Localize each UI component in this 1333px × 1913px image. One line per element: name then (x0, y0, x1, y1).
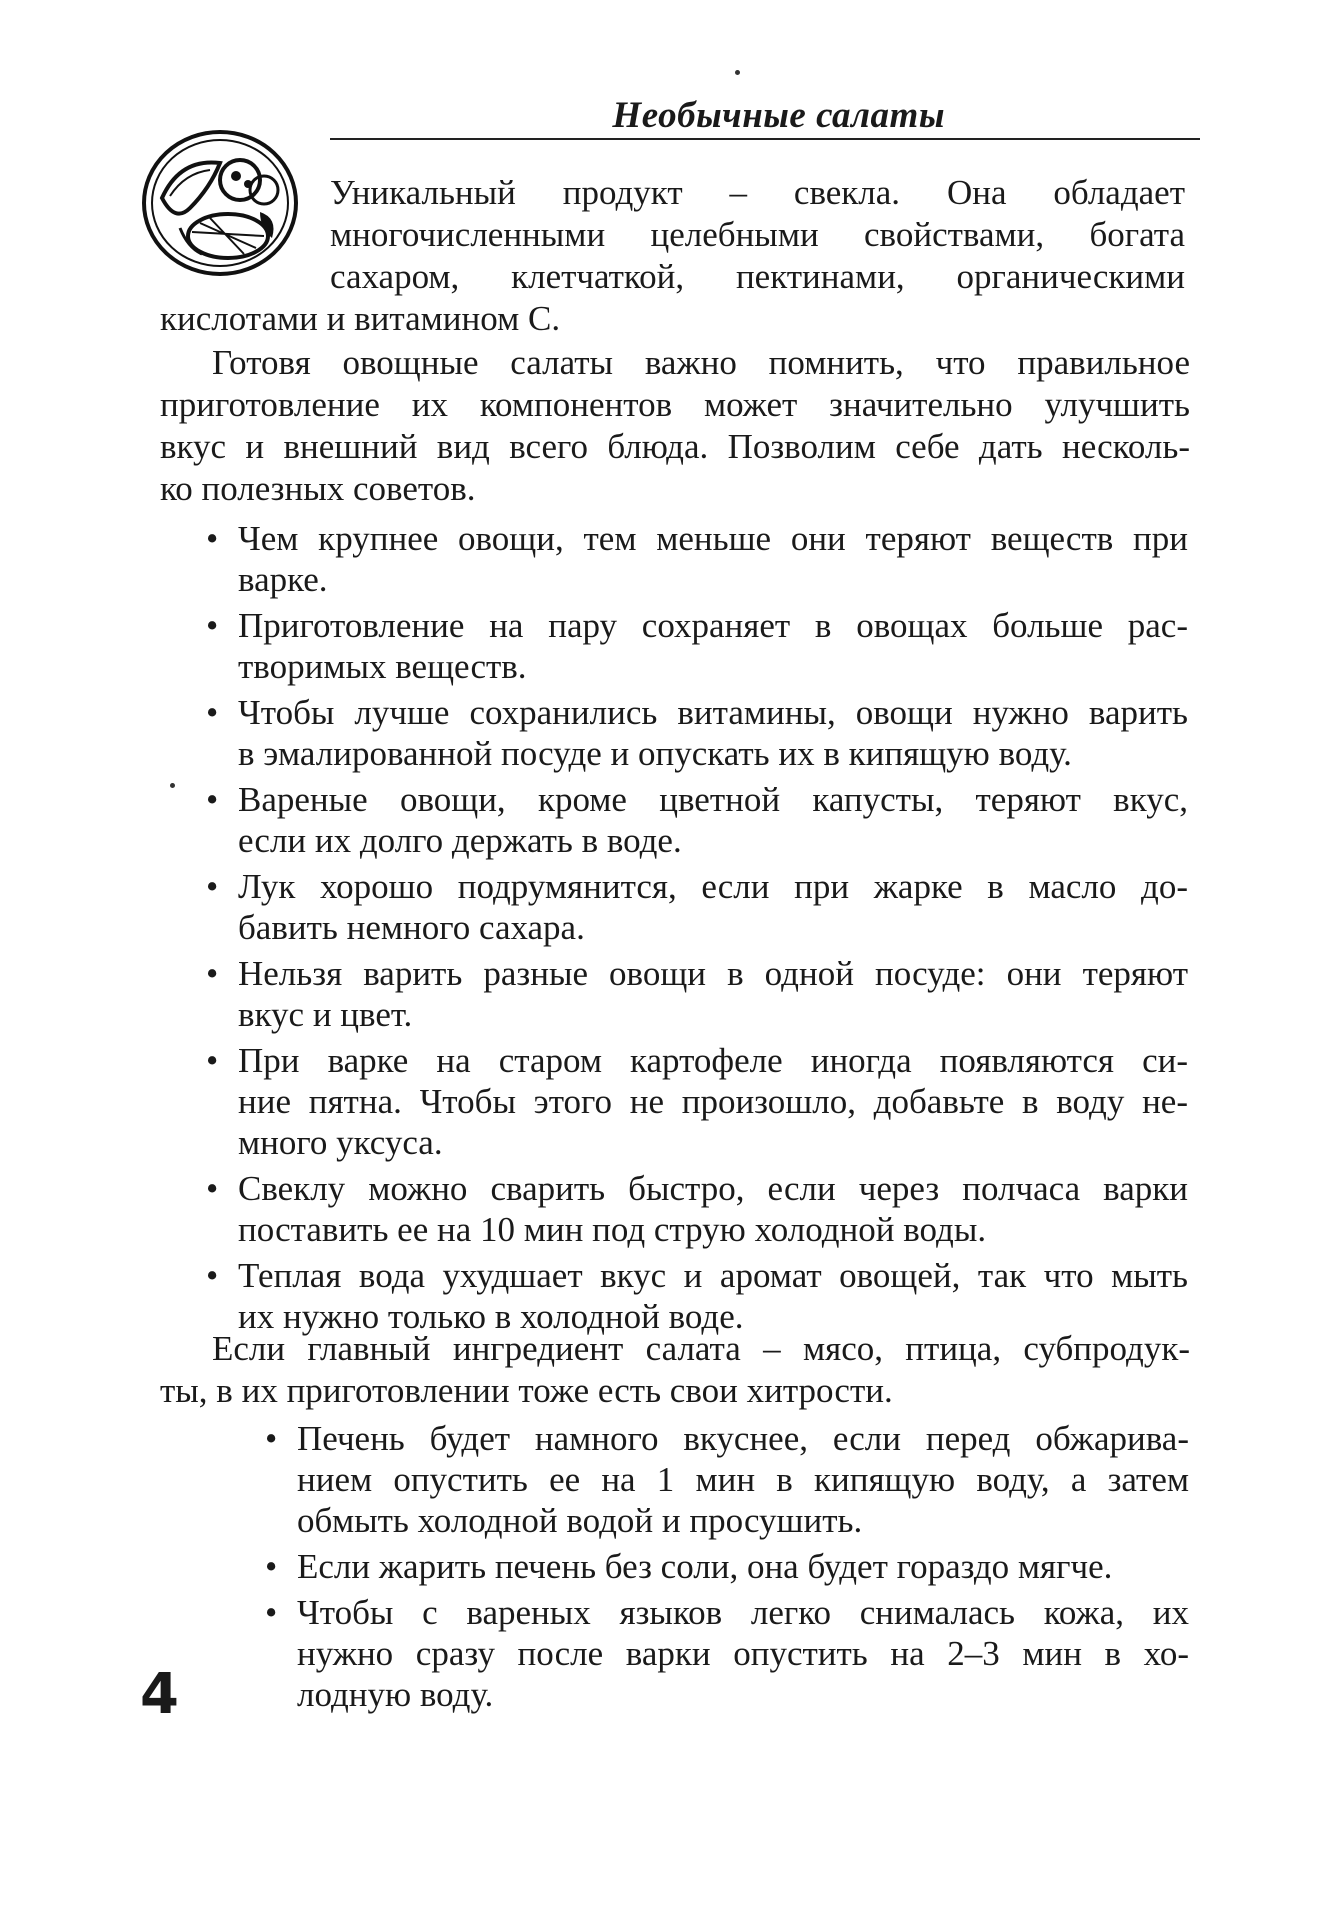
list-item-line: нужно сразу после варки опустить на 2–3 мин в хо- (297, 1634, 1189, 1673)
list-item (238, 1168, 1188, 1250)
list-item-line: нием опустить ее на 1 мин в кипящую воду, а затем (297, 1460, 1189, 1499)
list-item-line: • Нельзя варить разные овощи в одной посуде: они теряют (238, 954, 1188, 993)
print-speck (170, 783, 175, 788)
list-item-line: их нужно только в холодной воде. (238, 1297, 744, 1336)
list-item-line: • Чтобы с вареных языков легко снималась кожа, их (297, 1593, 1189, 1632)
list-item (238, 953, 1188, 1035)
list-item-line: творимых веществ. (238, 647, 527, 686)
paragraph-line: ко полезных советов. (160, 469, 476, 508)
list-item-line: • Печень будет намного вкуснее, если перед обжарива- (297, 1419, 1189, 1458)
intro-line: кислотами и витамином С. (160, 299, 561, 338)
list-item-line: варке. (238, 560, 328, 599)
list-item-line: поставить ее на 10 мин под струю холодной воды. (238, 1210, 987, 1249)
list-item-line: вкус и цвет. (238, 995, 413, 1034)
list-item-line: • Если жарить печень без соли, она будет гораздо мягче. (297, 1547, 1113, 1586)
list-item-line: • Вареные овощи, кроме цветной капусты, теряют вкус, (238, 780, 1188, 819)
list-item-line: обмыть холодной водой и просушить. (297, 1501, 863, 1540)
page-number: 4 (140, 1662, 179, 1727)
list-item-line: много уксуса. (238, 1123, 443, 1162)
intro-line: многочисленными целебными свойствами, богата (330, 215, 1185, 254)
list-item-line: • Чтобы лучше сохранились витамины, овощи нужно варить (238, 693, 1188, 732)
list-item (238, 1255, 1188, 1337)
vegetable-tips-list (238, 518, 1188, 1342)
list-item-line: • Чем крупнее овощи, тем меньше они теряют веществ при (238, 519, 1188, 558)
list-item-line: ние пятна. Чтобы этого не произошло, добавьте в воду не- (238, 1082, 1188, 1121)
list-item-line: если их долго держать в воде. (238, 821, 682, 860)
running-header (330, 92, 1200, 140)
paragraph-line: Если главный ингредиент салата – мясо, птица, субпродук- (212, 1329, 1190, 1368)
list-item-line: • Лук хорошо подрумянится, если при жарке в масло до- (238, 867, 1188, 906)
intro-line: сахаром, клетчаткой, пектинами, органическими (330, 257, 1185, 296)
list-item (238, 779, 1188, 861)
list-item-line: бавить немного сахара. (238, 908, 585, 947)
list-item (238, 866, 1188, 948)
meat-tips-list (297, 1418, 1189, 1720)
salad-vegetables-icon (140, 128, 300, 278)
paragraph-line: приготовление их компонентов может значительно улучшить (160, 385, 1190, 424)
list-item (238, 518, 1188, 600)
list-item (297, 1592, 1189, 1715)
chapter-title: Необычные салаты (612, 95, 945, 136)
list-item-line: лодную воду. (297, 1675, 494, 1714)
print-speck (735, 70, 740, 75)
list-item (238, 692, 1188, 774)
list-item (238, 605, 1188, 687)
list-item (297, 1418, 1189, 1541)
list-item (238, 1040, 1188, 1163)
paragraph-line: Готовя овощные салаты важно помнить, что правильное (212, 343, 1190, 382)
paragraph-line: вкус и внешний вид всего блюда. Позволим себе дать несколь- (160, 427, 1190, 466)
paragraph-line: ты, в их приготовлении тоже есть свои хитрости. (160, 1371, 893, 1410)
list-item-line: • Свеклу можно сварить быстро, если через полчаса варки (238, 1169, 1188, 1208)
list-item-line: • Приготовление на пару сохраняет в овощах больше рас- (238, 606, 1188, 645)
list-item-line: • При варке на старом картофеле иногда появляются си- (238, 1041, 1188, 1080)
list-item (297, 1546, 1189, 1587)
list-item-line: в эмалированной посуде и опускать их в кипящую воду. (238, 734, 1072, 773)
list-item-line: • Теплая вода ухудшает вкус и аромат овощей, так что мыть (238, 1256, 1188, 1295)
intro-line: Уникальный продукт – свекла. Она обладает (330, 173, 1185, 212)
